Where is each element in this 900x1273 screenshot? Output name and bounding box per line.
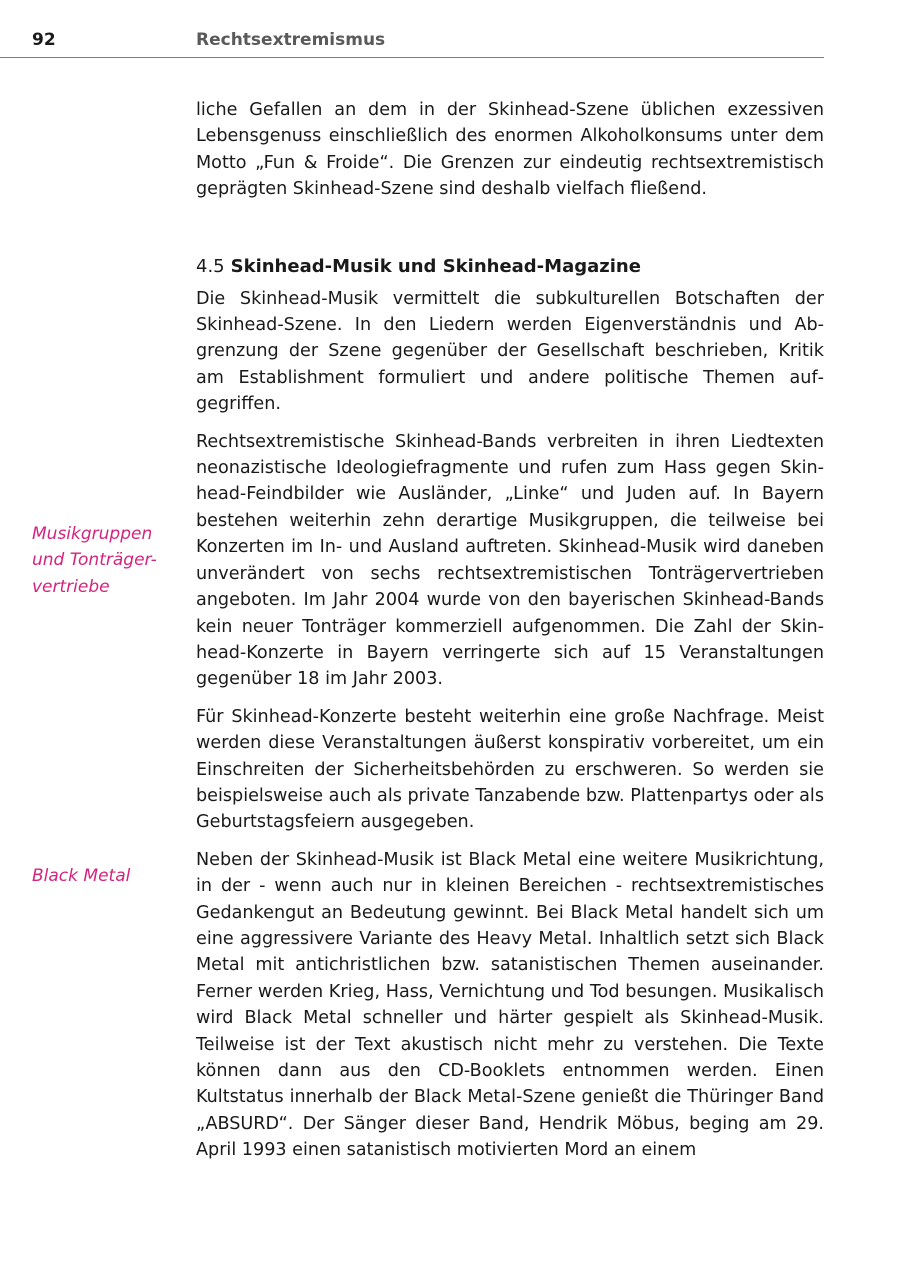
margin-note-line: vertriebe: [32, 576, 110, 597]
page-number: 92: [32, 30, 56, 50]
paragraph-skinhead-musik: Die Skinhead-Musik vermittelt die subkulturellen Botschaften der Skinhead-Szene. In den Liedern werden Eigenverständnis und Abgrenzung der Szene gegenüber der Gesellschaft beschrieben, Kritik am Establishment formuliert und andere politische Themen aufgegriffen.: [196, 288, 824, 415]
section-heading: [196, 254, 824, 280]
margin-note-line: und Tonträger-: [32, 550, 157, 571]
header-divider: [0, 57, 824, 58]
margin-note-musikgruppen: [32, 521, 182, 600]
running-head-title: Rechtsextremismus: [196, 30, 386, 50]
section-title: Skinhead-Musik und Skinhead-Magazine: [230, 255, 641, 277]
margin-note-line: Musikgruppen: [32, 524, 153, 544]
paragraph-continuation: liche Gefallen an dem in der Skinhead-Szene üblichen exzessiven Lebensgenuss einschließlich des enormen Alkoholkonsums unter dem Motto „Fun & Froide“. Die Grenzen zur eindeutig rechtsextremistisch geprägten Skinhead-Szene sind deshalb vielfach fließend.: [196, 100, 824, 200]
paragraph-black-metal: Neben der Skinhead-Musik ist Black Metal eine weitere Musikrichtung, in der - wenn auch nur in kleinen Bereichen - rechtsextremistisches Gedankengut an Bedeutung gewinnt. Bei Black Metal handelt sich um eine aggressivere Variante des Heavy Metal. Inhaltlich setzt sich Black Metal mit antichristlichen bzw. satanistischen Themen auseinander. Ferner werden Krieg, Hass, Vernichtung und Tod besungen. Musikalisch wird Black Metal schneller und härter gespielt als Skinhead-Musik. Teilweise ist der Text akustisch nicht mehr zu verstehen. Die Texte können dann aus den CD-Booklets entnommen werden. Einen Kultstatus innerhalb der Black Metal-Szene genießt die Thüringer Band „ABSURD“. Der Sänger dieser Band, Hendrik Möbus, beging am 29. April 1993 einen satanistisch motivierten Mord an einem: [196, 849, 824, 1161]
paragraph-skinhead-konzerte: Für Skinhead-Konzerte besteht weiterhin eine große Nachfrage. Meist werden diese Veranstaltungen äußerst konspirativ vorbereitet, um ein Einschreiten der Sicherheitsbehörden zu erschweren. So werden sie beispielsweise auch als private Tanzabende bzw. Plattenpartys oder als Geburtstagsfeiern ausgegeben.: [196, 706, 824, 833]
margin-note-black-metal: Black Metal: [32, 866, 131, 886]
section-number: 4.5: [196, 255, 225, 277]
paragraph-skinhead-bands: Rechtsextremistische Skinhead-Bands verbreiten in ihren Liedtexten neonazistische Ideologiefragmente und rufen zum Hass gegen Skinhead-Feindbilder wie Ausländer, „Linke“ und Juden auf. In Bayern bestehen weiterhin zehn derartige Musikgruppen, die teilweise bei Konzerten im In- und Ausland auftreten. Skinhead-Musik wird daneben unverändert von sechs rechtsextremistischen Tonträgervertrieben angeboten. Im Jahr 2004 wurde von den bayerischen Skinhead-Bands kein neuer Tonträger kommerziell aufgenommen. Die Zahl der Skinhead-Konzerte in Bayern verringerte sich auf 15 Veranstaltungen gegenüber 18 im Jahr 2003.: [196, 431, 824, 690]
main-content: [196, 97, 824, 1175]
